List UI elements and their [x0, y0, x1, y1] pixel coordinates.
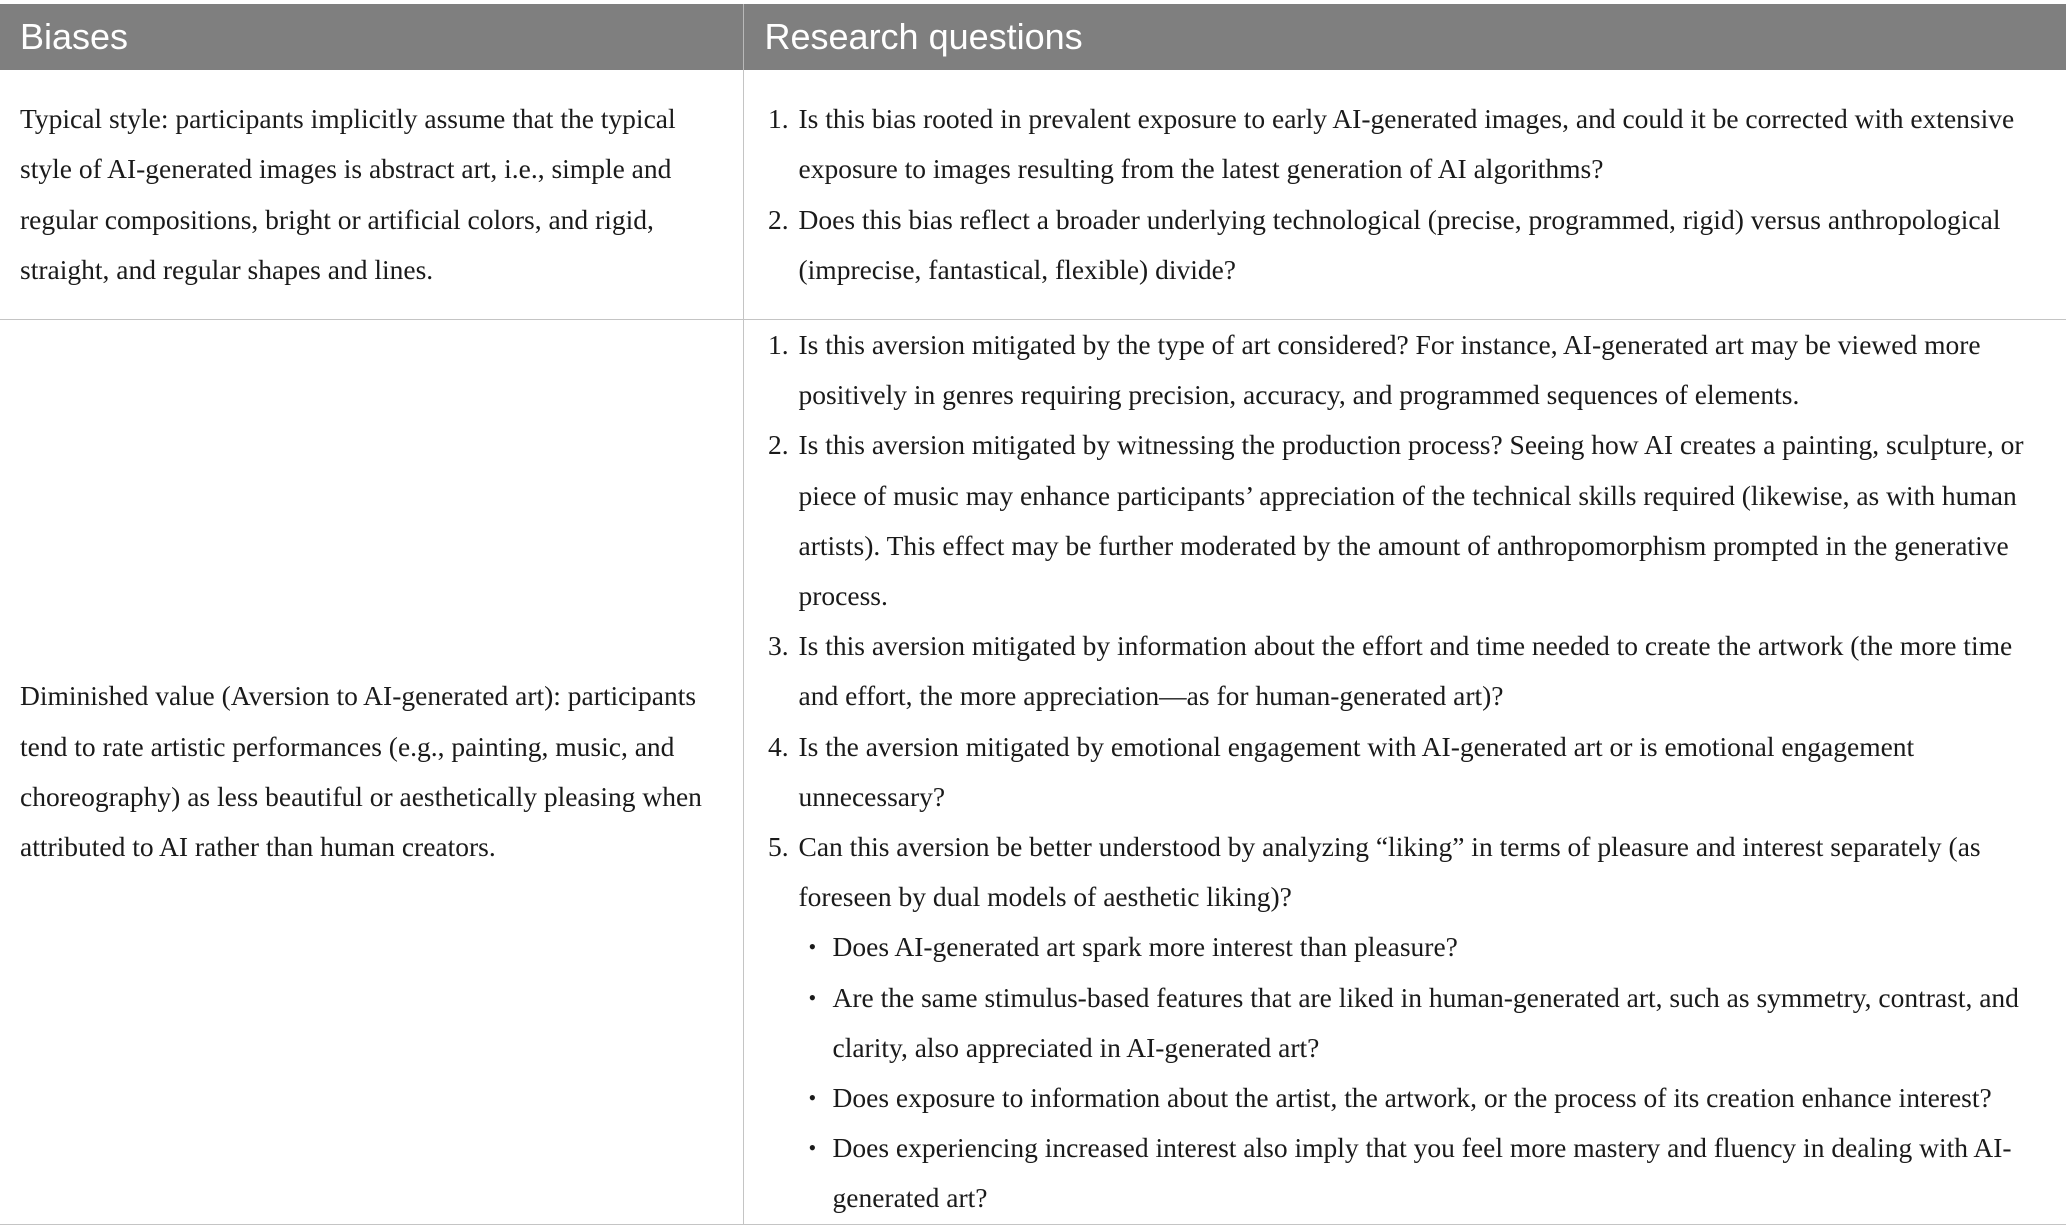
sub-question-text: Does experiencing increased interest also imply that you feel more mastery and fluency in dealing with AI-generated art?: [832, 1132, 2012, 1214]
sub-question-item: [808, 973, 2055, 1073]
bullet-icon: •: [808, 934, 817, 960]
question-item: 4. Is the aversion mitigated by emotional engagement with AI-generated art or is emotional engagement unnecessary?: [796, 722, 2055, 822]
sub-question-text: Does AI-generated art spark more interest than pleasure?: [832, 931, 1458, 963]
question-text: Can this aversion be better understood by analyzing “liking” in terms of pleasure and interest separately (as foreseen by dual models of aesthetic liking)?: [798, 831, 1981, 913]
table-row: [0, 320, 2066, 1225]
sub-question-item: [808, 922, 2055, 972]
sub-question-item: [808, 1073, 2055, 1123]
bias-cell: Typical style: participants implicitly assume that the typical style of AI-generated images is abstract art, i.e., simple and regular compositions, bright or artificial colors, and rigid, straight, and regular shapes and lines.: [0, 70, 743, 320]
bullet-icon: •: [808, 984, 817, 1010]
question-list: [744, 94, 2055, 295]
sub-question-item: [808, 1123, 2055, 1223]
table-row: [0, 70, 2066, 320]
bullet-icon: •: [808, 1135, 817, 1161]
research-table: [0, 4, 2066, 1225]
question-item: 1. Is this aversion mitigated by the type of art considered? For instance, AI-generated art may be viewed more positively in genres requiring precision, accuracy, and programmed sequences of elements.: [796, 320, 2055, 420]
questions-cell: [743, 320, 2066, 1225]
bullet-icon: •: [808, 1085, 817, 1111]
header-research-questions: Research questions: [743, 4, 2066, 70]
question-list: [744, 320, 2055, 1224]
sub-question-list: [799, 922, 2055, 1223]
header-biases: Biases: [0, 4, 743, 70]
sub-question-text: Are the same stimulus-based features that are liked in human-generated art, such as symmetry, contrast, and clarity, also appreciated in AI-generated art?: [832, 981, 2019, 1063]
bias-cell: Diminished value (Aversion to AI-generated art): participants tend to rate artistic performances (e.g., painting, music, and choreography) as less beautiful or aesthetically pleasing when attributed to AI rather than human creators.: [0, 320, 743, 1225]
question-item: 3. Is this aversion mitigated by information about the effort and time needed to create the artwork (the more time and effort, the more appreciation—as for human-generated art)?: [796, 621, 2055, 721]
sub-question-text: Does exposure to information about the artist, the artwork, or the process of its creation enhance interest?: [832, 1082, 1992, 1114]
questions-cell: [743, 70, 2066, 320]
question-item: 2. Does this bias reflect a broader underlying technological (precise, programmed, rigid) versus anthropological (imprecise, fantastical, flexible) divide?: [796, 195, 2055, 295]
question-item: 2. Is this aversion mitigated by witnessing the production process? Seeing how AI creates a painting, sculpture, or piece of music may enhance participants’ appreciation of the technical skills required (likewise, as with human artists). This effect may be further moderated by the amount of anthropomorphism prompted in the generative process.: [796, 420, 2055, 621]
header-row: [0, 4, 2066, 70]
question-item: [796, 822, 2055, 1224]
question-item: 1. Is this bias rooted in prevalent exposure to early AI-generated images, and could it be corrected with extensive exposure to images resulting from the latest generation of AI algorithms?: [796, 94, 2055, 194]
